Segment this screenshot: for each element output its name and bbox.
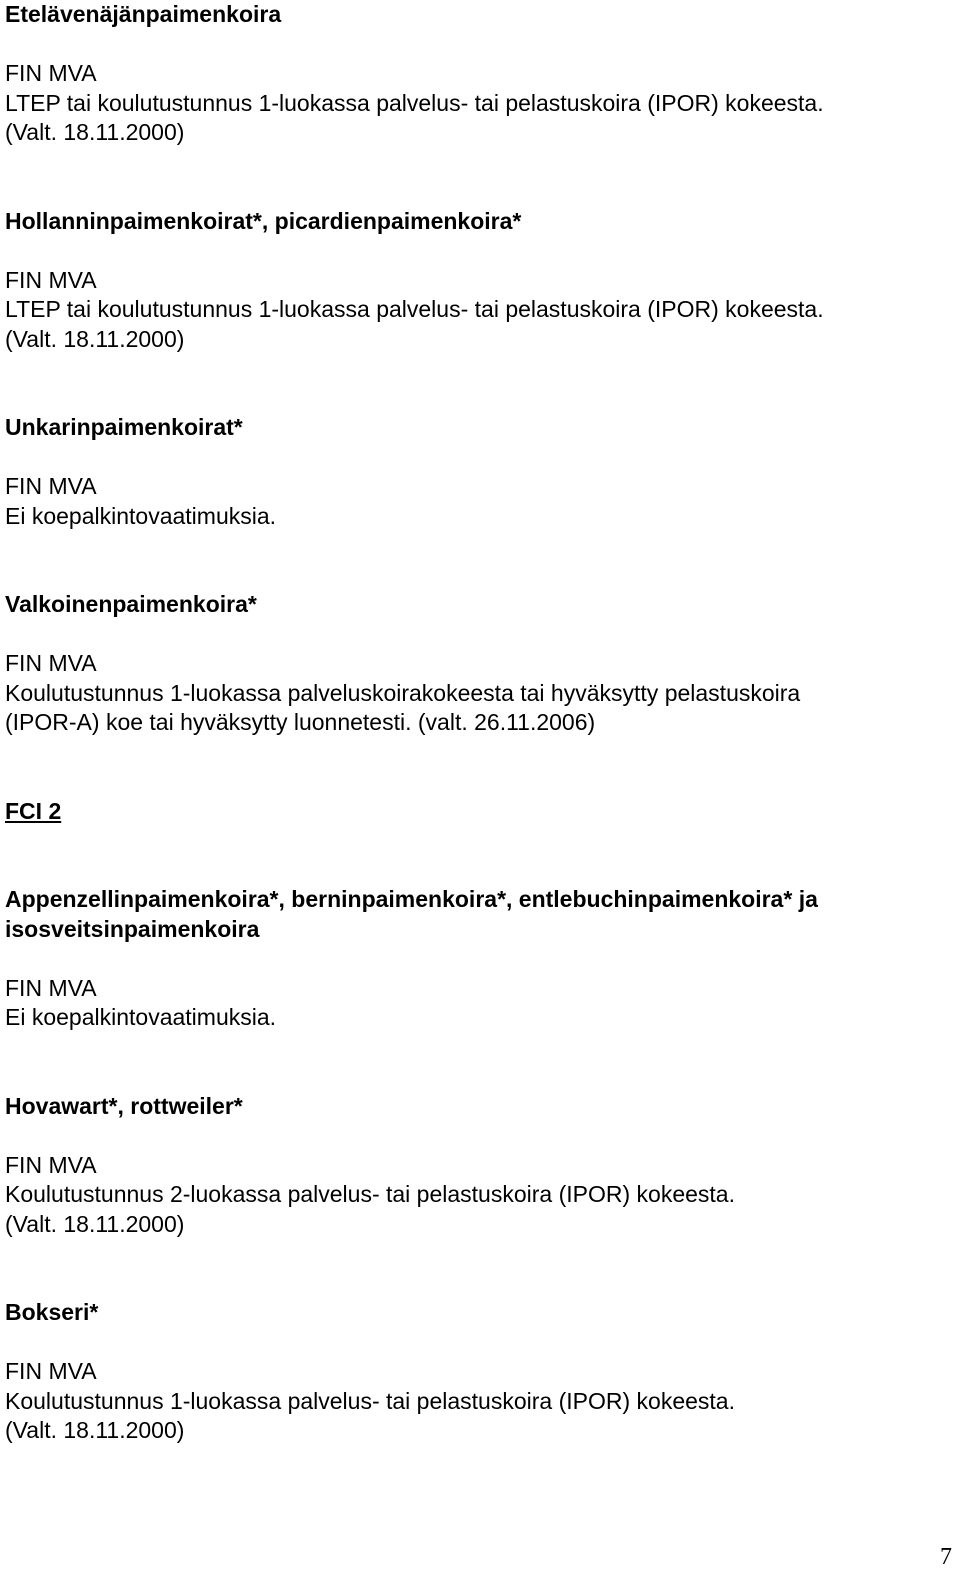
requirement-text: (Valt. 18.11.2000) xyxy=(5,1210,185,1237)
document-page xyxy=(5,0,950,1446)
breed-entry xyxy=(5,413,950,531)
requirement-text: (Valt. 18.11.2000) xyxy=(5,1417,185,1443)
breed-heading: Valkoinenpaimenkoira* xyxy=(5,591,257,617)
requirement-text: (Valt. 18.11.2000) xyxy=(5,119,185,145)
breed-entry xyxy=(5,207,950,355)
breed-heading: Etelävenäjänpaimenkoira xyxy=(5,1,282,27)
page-number: 7 xyxy=(940,1544,952,1570)
breed-entry xyxy=(5,1298,950,1446)
requirement-text: Ei koepalkintovaatimuksia. xyxy=(5,1004,277,1030)
breed-entry xyxy=(5,1092,950,1240)
requirement-text: Koulutustunnus 1-luokassa palveluskoirakokeesta tai hyväksytty pelastuskoira xyxy=(5,679,801,706)
breed-heading: Hollanninpaimenkoirat*, picardienpaimenkoira* xyxy=(5,207,522,234)
country-code: FIN MVA xyxy=(5,974,97,1001)
requirement-text: Koulutustunnus 2-luokassa palvelus- tai pelastuskoira (IPOR) kokeesta. xyxy=(5,1181,735,1207)
requirement-text: LTEP tai koulutustunnus 1-luokassa palvelus- tai pelastuskoira (IPOR) kokeesta. xyxy=(5,89,824,116)
requirement-text: (IPOR-A) koe tai hyväksytty luonnetesti. (valt. 26.11.2006) xyxy=(5,709,596,735)
country-code: FIN MVA xyxy=(5,1151,97,1178)
requirement-text: Ei koepalkintovaatimuksia. xyxy=(5,502,277,529)
breed-heading: Appenzellinpaimenkoira*, berninpaimenkoira*, entlebuchinpaimenkoira* ja xyxy=(5,886,818,912)
fci-group-heading: FCI 2 xyxy=(5,797,62,824)
requirement-text: LTEP tai koulutustunnus 1-luokassa palvelus- tai pelastuskoira (IPOR) kokeesta. xyxy=(5,296,824,322)
requirement-text: Koulutustunnus 1-luokassa palvelus- tai pelastuskoira (IPOR) kokeesta. xyxy=(5,1387,735,1414)
country-code: FIN MVA xyxy=(5,473,97,499)
country-code: FIN MVA xyxy=(5,60,97,86)
requirement-text: (Valt. 18.11.2000) xyxy=(5,325,185,352)
breed-entry xyxy=(5,590,950,738)
breed-heading: Bokseri* xyxy=(5,1299,99,1325)
breed-heading: Hovawart*, rottweiler* xyxy=(5,1092,243,1119)
breed-heading: isosveitsinpaimenkoira xyxy=(5,915,260,942)
breed-entry xyxy=(5,0,950,148)
country-code: FIN MVA xyxy=(5,266,97,293)
country-code: FIN MVA xyxy=(5,1358,97,1384)
breed-heading: Unkarinpaimenkoirat* xyxy=(5,414,243,440)
country-code: FIN MVA xyxy=(5,650,97,676)
breed-entry xyxy=(5,885,950,1033)
